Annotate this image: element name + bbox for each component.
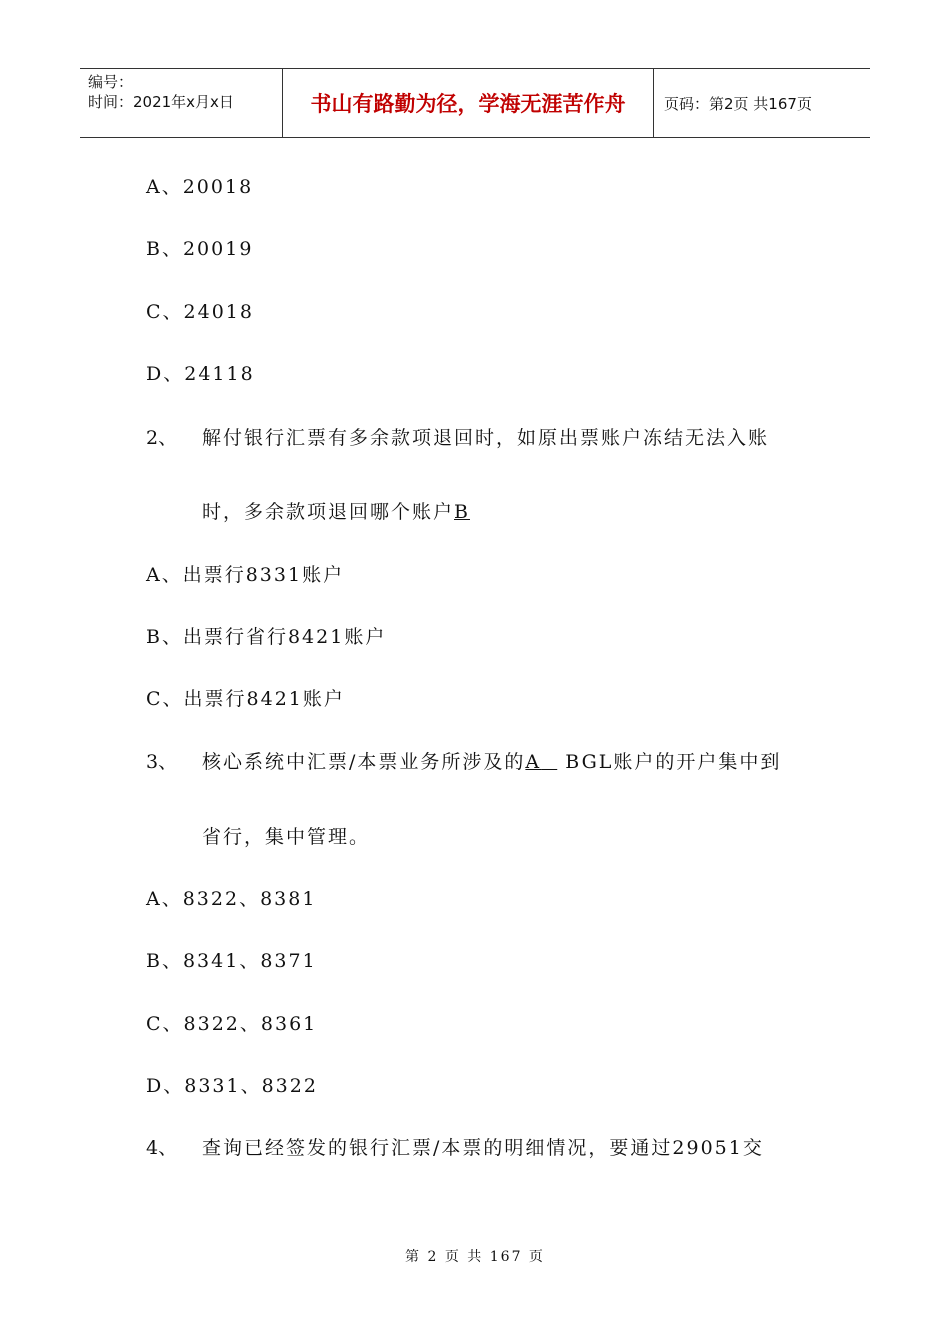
- q3-option-d: D、8331、8322: [146, 1075, 318, 1097]
- code-label: 编号：: [88, 73, 134, 91]
- q2-option-a: A、出票行8331账户: [146, 564, 345, 586]
- q2-option-b: B、出票行省行8421账户: [146, 626, 387, 648]
- q3-text-line1: [202, 747, 781, 774]
- q2-line2-text: 时，多余款项退回哪个账户: [202, 501, 455, 523]
- header-motto: 书山有路勤为径，学海无涯苦作舟: [282, 69, 654, 137]
- q1-option-b: B、20019: [146, 238, 254, 260]
- page-footer: 第 2 页 共 167 页: [405, 1249, 545, 1265]
- q3-number: 3、: [146, 751, 178, 773]
- q2-option-c: C、出票行8421账户: [146, 688, 345, 710]
- page-header: [80, 68, 870, 138]
- header-meta: [80, 69, 282, 137]
- date-label: 时间：2021年x月x日: [88, 93, 234, 111]
- q1-option-c: C、24018: [146, 301, 254, 323]
- header-page-info: 页码：第2页 共167页: [664, 94, 812, 113]
- q1-option-d: D、24118: [146, 363, 255, 385]
- q2-text-line1: 解付银行汇票有多余款项退回时，如原出票账户冻结无法入账: [202, 427, 770, 449]
- q1-option-a: A、20018: [146, 176, 254, 198]
- q2-text-line2: [202, 497, 470, 524]
- q3-option-a: A、8322、8381: [146, 888, 317, 910]
- q3-line1-pre: 核心系统中汇票/本票业务所涉及的: [202, 751, 526, 773]
- q4-text-line1: 查询已经签发的银行汇票/本票的明细情况，要通过29051交: [202, 1137, 764, 1159]
- q3-text-line2: 省行，集中管理。: [202, 826, 371, 848]
- q2-number: 2、: [146, 427, 178, 449]
- q3-answer: A: [525, 751, 542, 773]
- q3-line1-post: BGL账户的开户集中到: [565, 751, 782, 773]
- q2-answer: B: [454, 501, 470, 523]
- q3-option-b: B、8341、8371: [146, 950, 317, 972]
- q4-number: 4、: [146, 1137, 178, 1159]
- q3-option-c: C、8322、8361: [146, 1013, 318, 1035]
